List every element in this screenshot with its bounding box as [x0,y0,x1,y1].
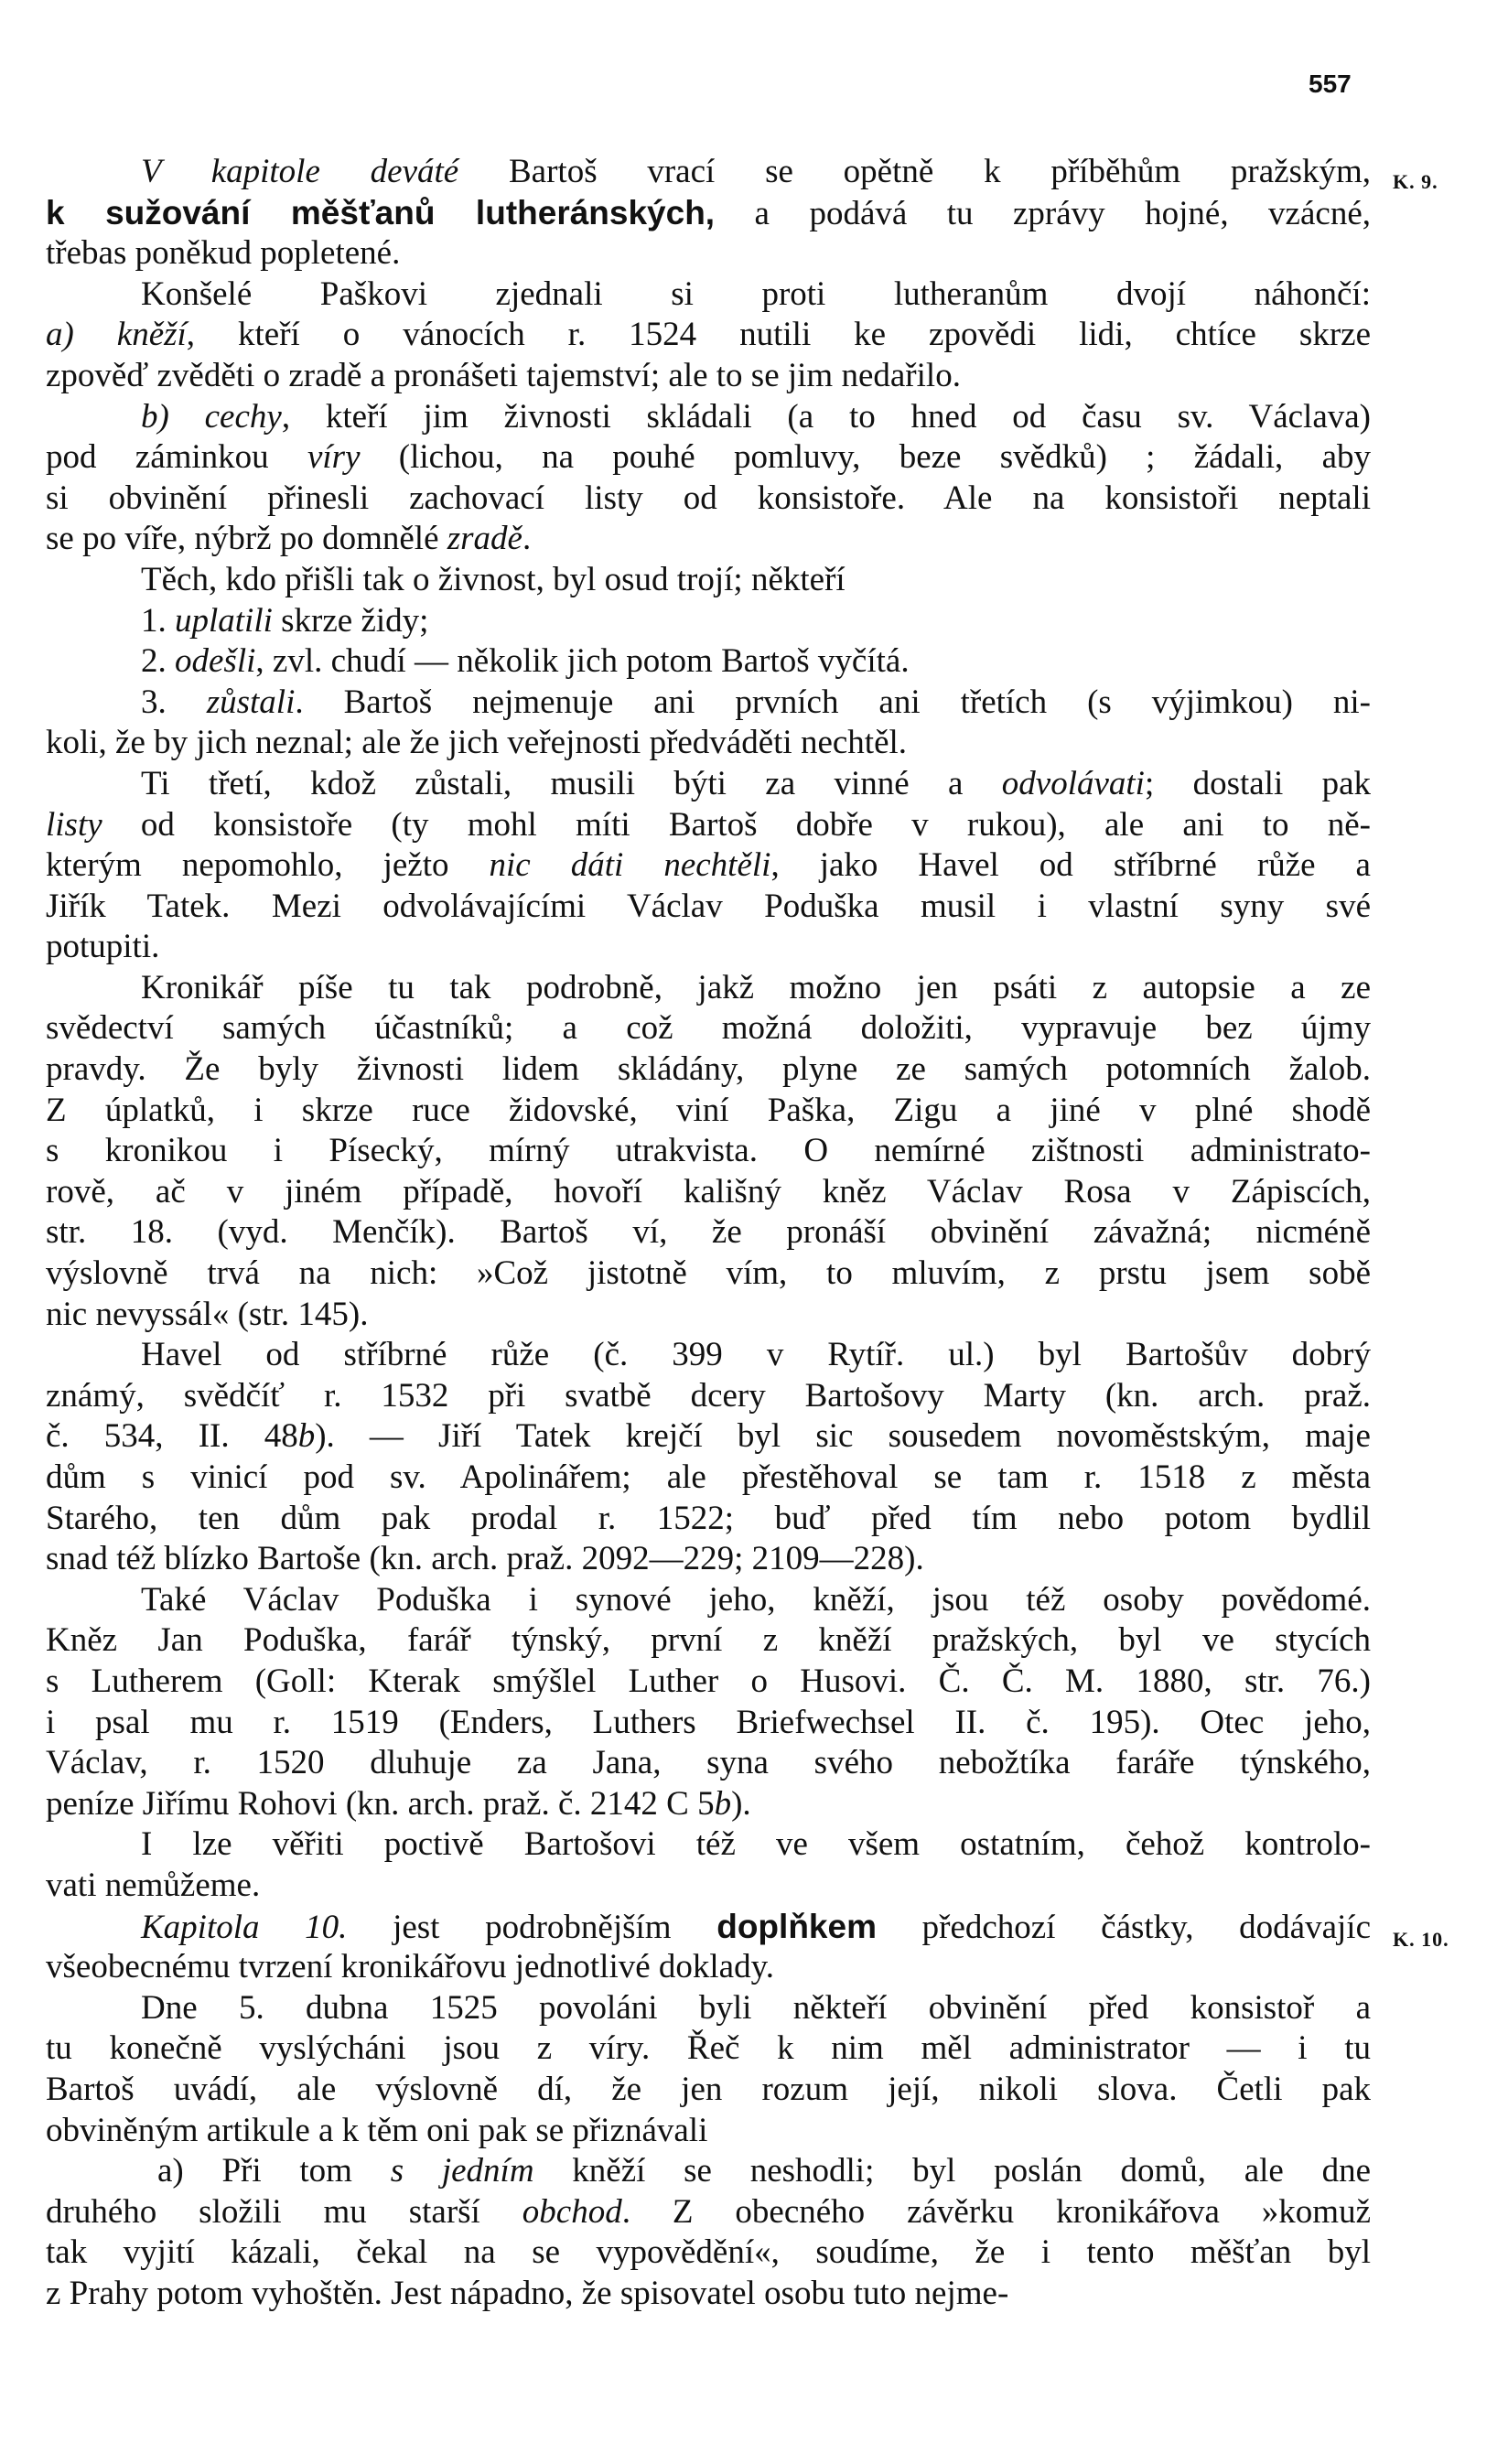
text-span: tu konečně vyslýcháni jsou z víry. Řeč k nim měl administrator — i tu [46,2029,1371,2068]
text-span: (lichou, na pouhé pomluvy, beze svědků) ; žádali, aby [360,438,1371,477]
text-line [46,1376,1371,1417]
text-line [46,968,1371,1009]
text-line [46,1947,1371,1988]
text-span: potupiti. [46,928,160,966]
margin-note-k10: K. 10. [1393,1928,1449,1951]
text-span: tak vyjití kázali, čekal na se vypovědění«, soudíme, že i tento měšťan byl [46,2233,1371,2272]
text-line [46,1295,1371,1336]
text-line [46,1212,1371,1254]
text-line [46,1866,1371,1907]
text-line [46,887,1371,928]
text-line [46,601,1371,642]
text-line [46,152,1371,193]
text-span: výslovně trvá na nich: »Což jistotně vím, to mluvím, z prstu jsem sobě [46,1254,1371,1293]
text-span: svědectví samých účastníků; a což možná doložiti, vypravuje bez újmy [46,1009,1371,1048]
text-span: se po víře, nýbrž po domnělé [46,520,447,558]
text-span: Starého, ten dům pak prodal r. 1522; buď před tím nebo potom bydlil [46,1499,1371,1537]
text-line [46,805,1371,846]
text-line [46,2070,1371,2111]
text-span: předchozí částky, dodávajíc [876,1908,1371,1946]
page-number: 557 [1309,70,1352,98]
text-span: koli, že by jich neznal; ale že jich veřejnosti předváděti nechtěl. [46,724,908,762]
text-span: 1. [141,601,175,640]
text-span: jest podrobnějším [347,1908,717,1946]
text-span: i psal mu r. 1519 (Enders, Luthers Briefwechsel II. č. 195). Otec jeho, [46,1703,1371,1741]
text-span: Také Václav Poduška i synové jeho, kněží, jsou též osoby povědomé. [141,1580,1371,1619]
italic-text: V kapitole deváté [141,153,459,190]
text-line [46,1784,1371,1825]
text-line [46,2233,1371,2274]
text-span: ). — Jiří Tatek krejčí byl sic sousedem novoměstským, maje [315,1417,1371,1456]
text-line [46,479,1371,520]
text-line [46,927,1371,968]
italic-text: odvolávati [1001,764,1145,802]
text-span: , zvl. chudí — několik jich potom Bartoš vyčítá. [255,642,910,681]
text-line [46,437,1371,479]
text-span: Z úplatků, i skrze ruce židovské, viní Paška, Zigu a jiné v plné shodě [46,1091,1371,1129]
margin-note-k9: K. 9. [1393,170,1438,193]
text-span: známý, svědčíť r. 1532 při svatbě dcery Bartošovy Marty (kn. arch. praž. [46,1376,1371,1415]
text-line [46,1703,1371,1744]
text-span: Konšelé Paškovi zjednali si proti lutheranům dvojí náhončí: [141,274,1371,313]
text-line [46,1499,1371,1540]
italic-text: uplatili [175,601,273,640]
italic-text: Kapitola 10. [141,1908,348,1946]
text-line [46,397,1371,438]
text-span: peníze Jiřímu Rohovi (kn. arch. praž. č. 2142 C 5 [46,1784,715,1823]
text-span: kterým nepomohlo, ježto [46,846,490,885]
text-span: nic nevyssál« (str. 145). [46,1295,369,1333]
text-span: druhého složili mu starší [46,2192,522,2231]
text-span: pod záminkou [46,438,307,477]
text-line [46,519,1371,560]
italic-text: odešli [175,642,256,681]
text-line [46,193,1371,234]
text-span: si obvinění přinesli zachovací listy od konsistoře. Ale na konsistoři neptali [46,479,1371,517]
italic-text: b) cechy [141,397,282,436]
text-span: , jako Havel od stříbrné růže a [770,846,1371,885]
text-line [46,1907,1371,1948]
text-span: , kteří o vánocích r. 1524 nutili ke zpovědi lidi, chtíce skrze [186,316,1371,354]
text-span: . Z obecného závěrku kronikářova »komuž [621,2192,1371,2231]
text-line [46,1662,1371,1703]
text-line [46,1458,1371,1499]
text-line [46,2274,1371,2315]
text-span: a) Při tom [157,2152,391,2190]
text-line [46,1172,1371,1213]
text-span: . [522,520,532,558]
text-span: č. 534, II. 48 [46,1417,298,1456]
text-span: . Bartoš nejmenuje ani prvních ani třetích (s výjimkou) ni- [295,683,1372,721]
text-line [46,356,1371,397]
text-line [46,1539,1371,1580]
text-line [46,1254,1371,1295]
bold-text: doplňkem [716,1907,877,1945]
text-line [46,274,1371,316]
text-line [46,1131,1371,1172]
text-span: kněží se neshodli; byl poslán domů, ale dne [533,2152,1371,2190]
text-span: s kronikou i Písecký, mírný utrakvista. O nemírné zištnosti administrato- [46,1132,1371,1170]
text-span: s Lutherem (Goll: Kterak smýšlel Luther o Husovi. Č. Č. M. 1880, str. 76.) [46,1662,1371,1700]
text-span: vati nemůžeme. [46,1866,261,1904]
italic-text: b [714,1784,732,1823]
italic-text: zůstali [206,683,296,721]
text-span: Havel od stříbrné růže (č. 399 v Rytíř. ul.) byl Bartošův dobrý [141,1336,1371,1374]
text-line [46,845,1371,887]
text-span: třebas poněkud popletené. [46,234,401,273]
text-span: Kněz Jan Poduška, farář týnský, první z kněží pražských, byl ve stycích [46,1621,1371,1660]
text-line [46,723,1371,764]
text-span: 3. [141,683,207,721]
text-line [46,315,1371,356]
text-line [46,683,1371,724]
text-span: Dne 5. dubna 1525 povoláni byli někteří obvinění před konsistoř a [141,1988,1371,2027]
bold-text: k sužování měšťanů lutheránských, [46,193,716,231]
text-line [46,641,1371,683]
text-span: snad též blízko Bartoše (kn. arch. praž. 2092—229; 2109—228). [46,1540,924,1578]
text-span: pravdy. Že byly živnosti lidem skládány, plyne ze samých potomních žalob. [46,1050,1371,1089]
text-span: ; dostali pak [1144,764,1371,802]
text-line [46,2028,1371,2070]
text-line [46,1580,1371,1621]
text-line [46,1620,1371,1662]
text-span: rově, ač v jiném případě, hovoří kališný kněz Václav Rosa v Zápiscích, [46,1172,1371,1210]
italic-text: zradě [447,520,522,558]
text-span: ). [731,1784,751,1823]
text-line [46,1091,1371,1132]
body-text [46,152,1371,2314]
text-span: str. 18. (vyd. Menčík). Bartoš ví, že pronáší obvinění závažná; nicméně [46,1213,1371,1252]
italic-text: víry [307,438,361,477]
text-line [46,2111,1371,2152]
text-span: 2. [141,642,175,681]
text-span: z Prahy potom vyhoštěn. Jest nápadno, že spisovatel osobu tuto nejme- [46,2274,1009,2312]
text-span: skrze židy; [272,601,429,640]
text-line [46,560,1371,601]
italic-text: nic dáti nechtěli [489,846,771,885]
text-span: Bartoš uvádí, ale výslovně dí, že jen rozum její, nikoli slova. Četli pak [46,2070,1371,2108]
italic-text: b [297,1417,316,1456]
text-span: Těch, kdo přišli tak o živnost, byl osud trojí; někteří [141,560,846,598]
italic-text: obchod [522,2192,622,2231]
text-span: dům s vinicí pod sv. Apolinářem; ale přestěhoval se tam r. 1518 z města [46,1458,1371,1496]
text-span: všeobecnému tvrzení kronikářovu jednotlivé doklady. [46,1948,774,1986]
text-span: Václav, r. 1520 dluhuje za Jana, syna svého nebožtíka faráře týnského, [46,1744,1371,1782]
text-line [46,2192,1371,2233]
text-line [46,1988,1371,2029]
italic-text: listy [46,805,102,844]
text-span: zpověď zvěděti o zradě a pronášeti tajemství; ale to se jim nedařilo. [46,356,961,394]
text-span: Kronikář píše tu tak podrobně, jakž možno jen psáti z autopsie a ze [141,968,1371,1006]
text-span: Jiřík Tatek. Mezi odvolávajícími Václav Poduška musil i vlastní syny své [46,887,1371,925]
text-line [46,1416,1371,1458]
text-span: Bartoš vrací se opětně k příběhům pražským, [458,153,1372,190]
text-span: Ti třetí, kdož zůstali, musili býti za vinné a [141,764,1002,802]
text-span: od konsistoře (ty mohl míti Bartoš dobře v rukou), ale ani to ně- [102,805,1371,844]
text-span: I lze věřiti poctivě Bartošovi též ve všem ostatním, čehož kontrolo- [141,1825,1371,1864]
text-line [46,1008,1371,1049]
text-line [46,764,1371,805]
text-line [46,233,1371,274]
text-line [46,1335,1371,1376]
text-line [46,2151,1371,2192]
text-span: obviněným artikule a k těm oni pak se přiznávali [46,2111,708,2149]
text-span: , kteří jim živnosti skládali (a to hned od času sv. Václava) [281,397,1371,436]
text-line [46,1824,1371,1866]
italic-text: s jedním [390,2152,534,2190]
text-line [46,1049,1371,1091]
text-span: a podává tu zprávy hojné, vzácné, [715,194,1371,232]
italic-text: a) kněží [46,316,187,354]
text-line [46,1743,1371,1784]
